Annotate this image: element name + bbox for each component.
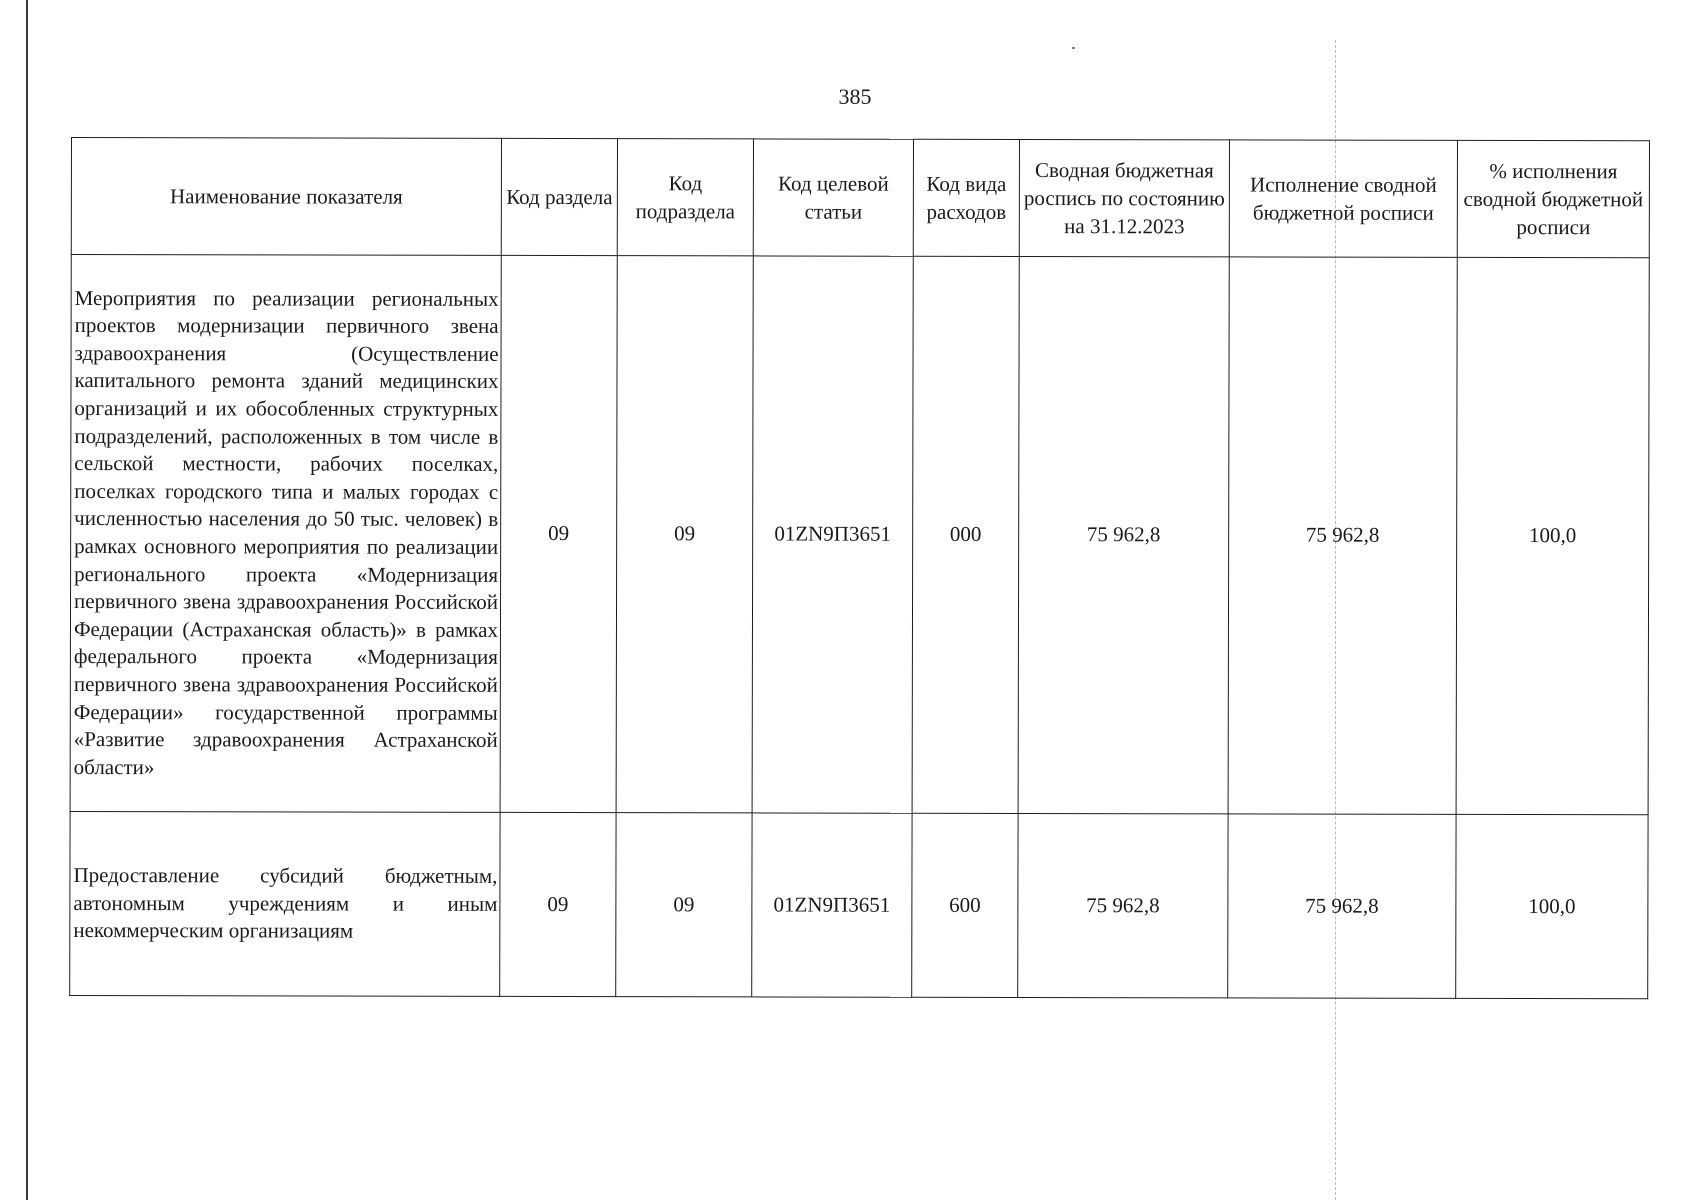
table-row [70,255,1649,815]
indicator-name-cell: Мероприятия по реализации региональных проектов модернизации первичного звена здравоохранения (Осуществление капитального ремонта зданий медицинских организаций и их обособленных структурных подразделений, расположенных в том числе в сельской местности, рабочих поселках, поселках городского типа и малых городах с численностью населения до 50 тыс. человек) в рамках основного мероприятия по реализации регионального проекта «Модернизация первичного звена здравоохранения Российской Федерации (Астраханская область)» в рамках федерального проекта «Модернизация первичного звена здравоохранения Российской Федерации» государственной программы «Развитие здравоохранения Астраханской области» [70,255,501,813]
header-execution-percent: % исполнения сводной бюджетной росписи [1457,140,1649,257]
header-section-code: Код раздела [501,138,617,255]
expense-type-cell: 000 [912,256,1019,813]
target-article-cell: 01ZN9П3651 [752,813,912,997]
budget-execution-cell: 75 962,8 [1228,257,1457,814]
execution-percent-cell: 100,0 [1456,814,1648,998]
subsection-code-cell: 09 [616,256,753,813]
expense-type-cell: 600 [912,813,1018,997]
table-row [70,811,1648,998]
page-number: 385 [838,84,872,109]
header-expense-type-code: Код вида расходов [913,139,1019,256]
execution-percent-cell: 100,0 [1456,257,1649,814]
header-consolidated-budget: Сводная бюджетная роспись по состоянию на 31.12.2023 [1019,139,1229,256]
table-header-row [71,138,1649,258]
consolidated-budget-cell: 75 962,8 [1018,813,1228,997]
indicator-name-cell: Предоставление субсидий бюджетным, автономным учреждениям и иным некоммерческим организациям [70,811,500,996]
header-subsection-code: Код подраздела [617,139,753,256]
subsection-code-cell: 09 [616,813,752,997]
section-code-cell: 09 [500,812,616,996]
header-budget-execution: Исполнение сводной бюджетной росписи [1229,140,1457,257]
scan-edge-line [26,0,28,1200]
target-article-cell: 01ZN9П3651 [752,256,913,813]
consolidated-budget-cell: 75 962,8 [1018,256,1229,813]
header-target-article-code: Код целевой статьи [753,139,913,256]
scan-speck [1072,47,1075,49]
header-indicator-name: Наименование показателя [71,138,501,256]
budget-execution-table [69,137,1650,999]
section-code-cell: 09 [500,255,617,812]
budget-execution-cell: 75 962,8 [1228,814,1456,998]
